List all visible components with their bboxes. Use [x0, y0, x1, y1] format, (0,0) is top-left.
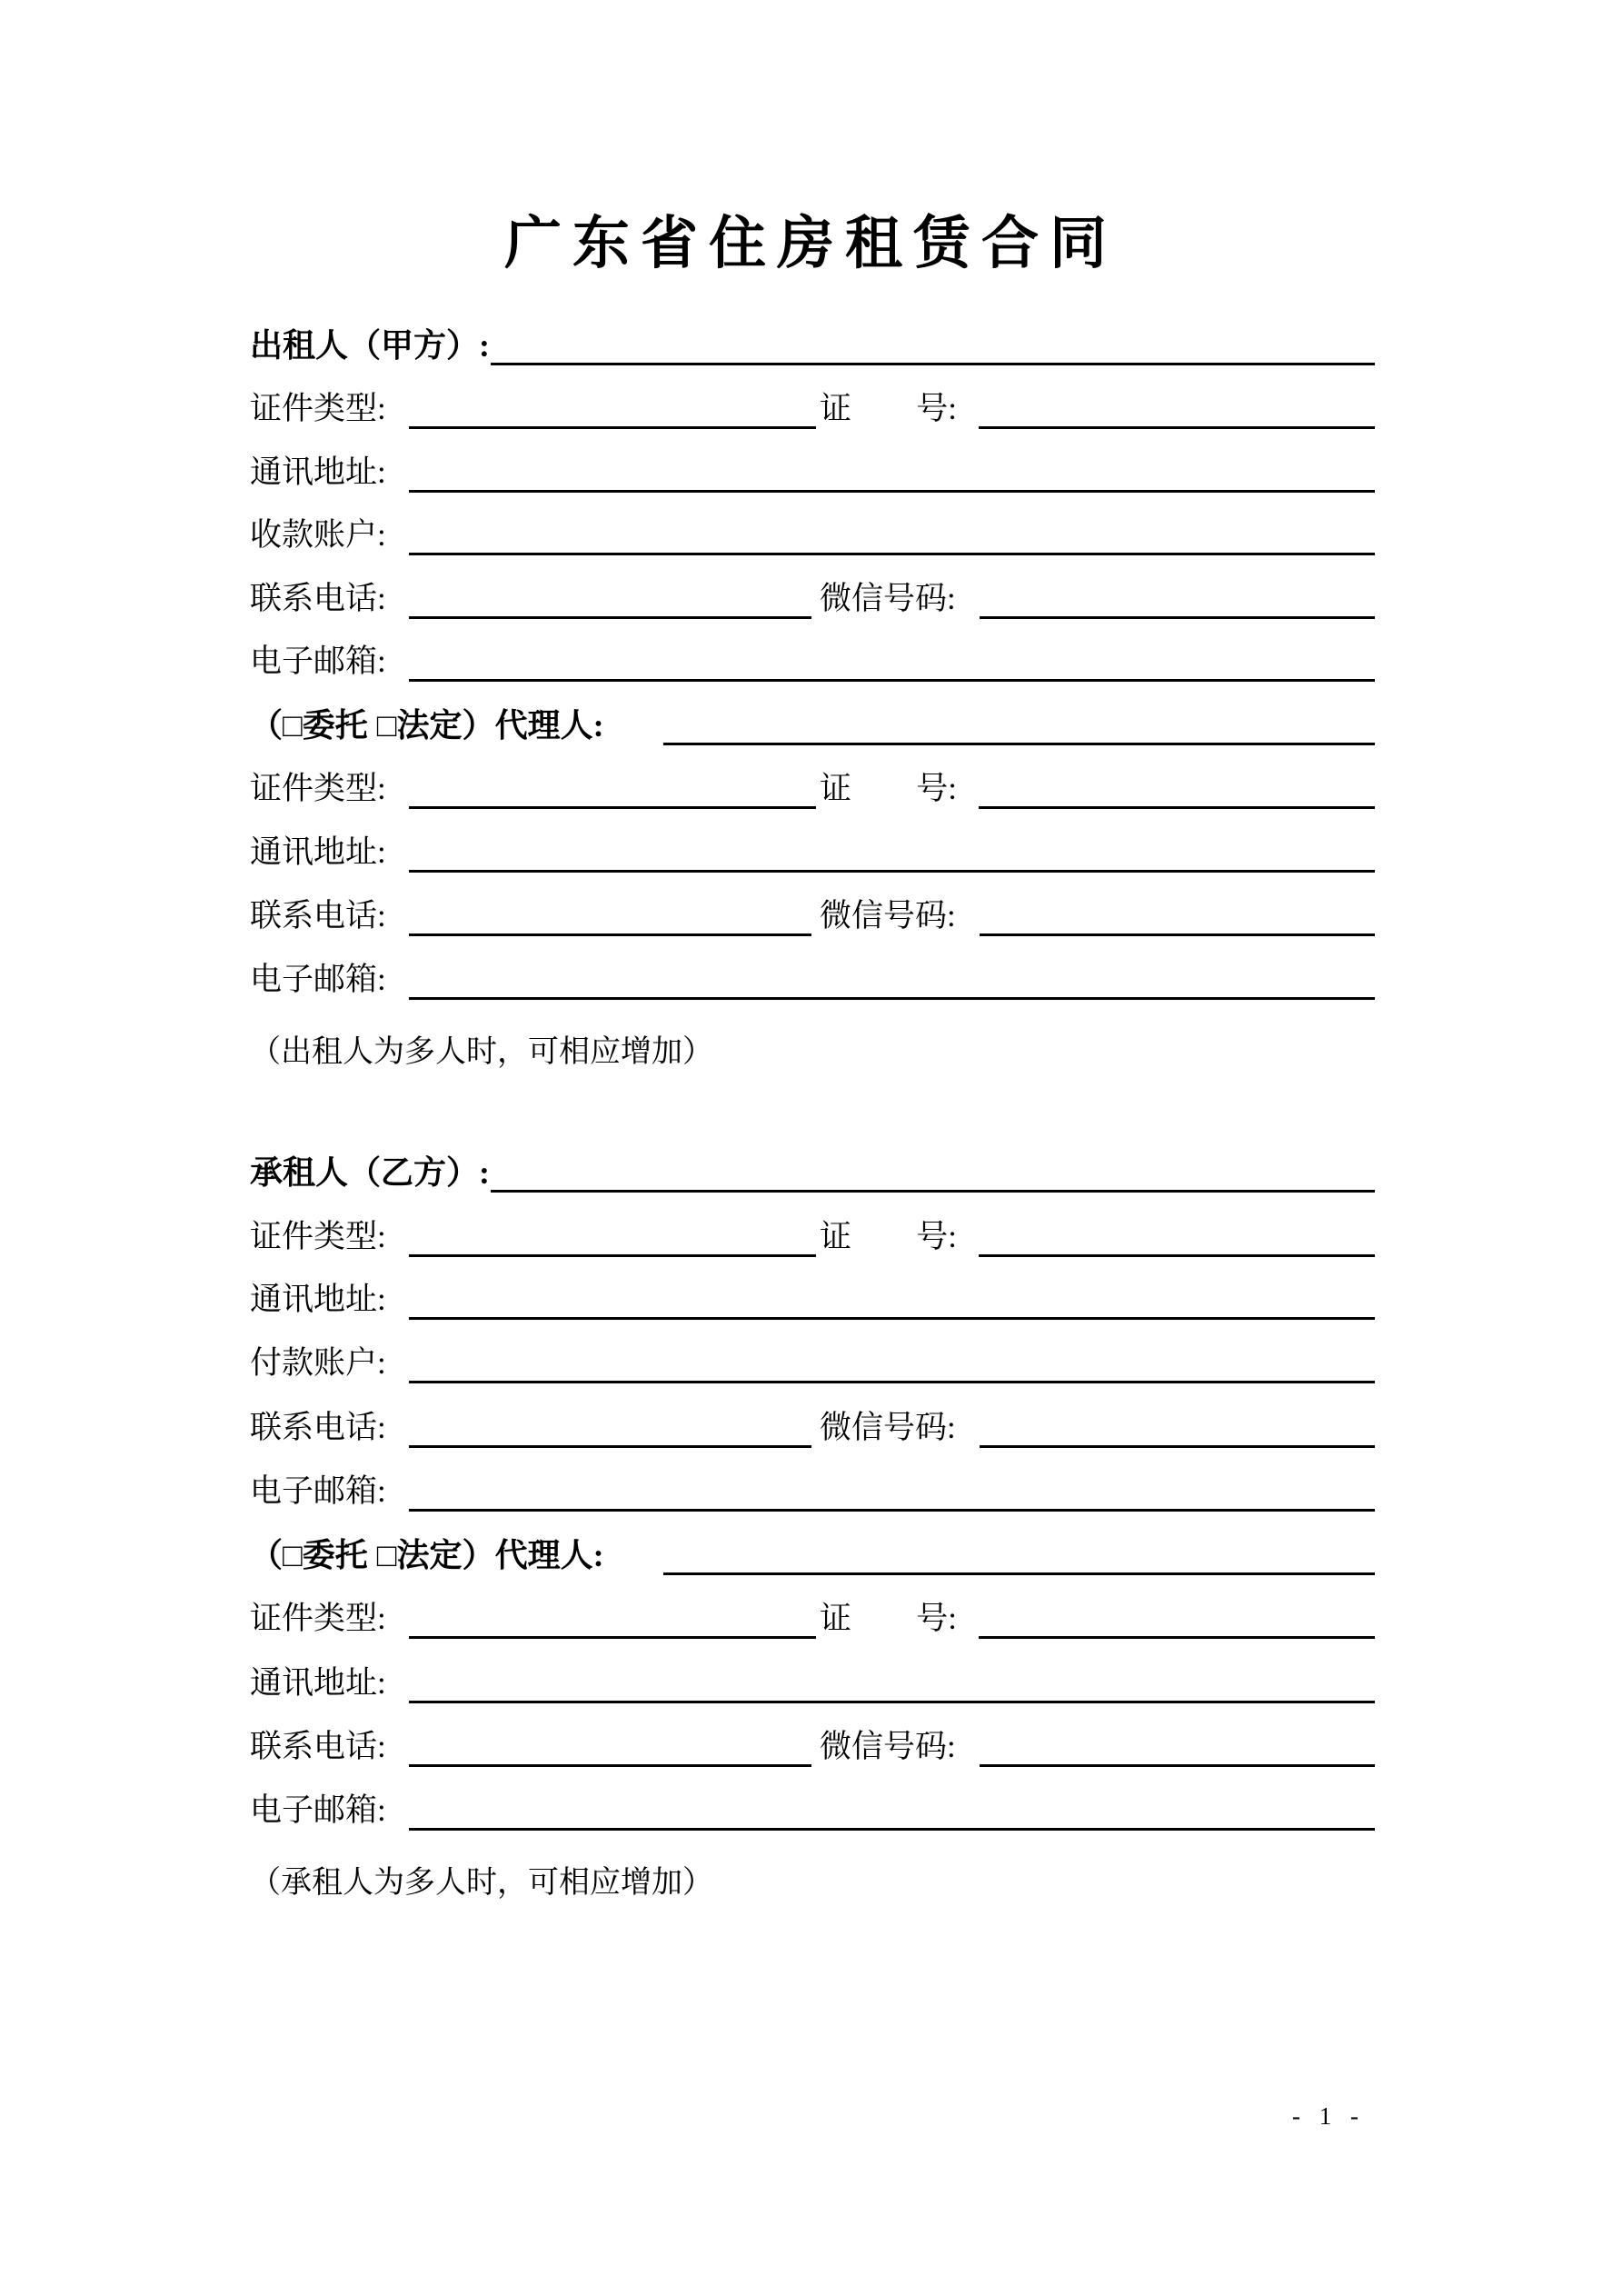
party-a-address-row	[250, 453, 1375, 493]
party-a-agent-row	[250, 705, 1375, 745]
party-a-phone-field[interactable]	[409, 579, 811, 619]
agent-label	[250, 1535, 663, 1575]
party-b-agent-id-type-field[interactable]	[409, 1599, 816, 1639]
party-b-agent-phone-field[interactable]	[409, 1727, 811, 1767]
id-number-label	[816, 769, 979, 809]
party-b-agent-address-row	[250, 1663, 1375, 1703]
party-b-payment-account-field[interactable]	[409, 1343, 1375, 1383]
phone-label: 联系电话:	[250, 1410, 386, 1445]
party-b-agent-email-row	[250, 1791, 1375, 1831]
id-type-label: 证件类型:	[250, 1601, 386, 1636]
party-b-id-row	[250, 1217, 1375, 1257]
party-a-id-row	[250, 389, 1375, 429]
party-b-phone-row	[250, 1408, 1375, 1448]
id-number-label	[816, 1217, 979, 1257]
party-b-account-row	[250, 1343, 1375, 1383]
party-a-wechat-field[interactable]	[980, 579, 1375, 619]
id-number-label	[816, 1599, 979, 1639]
party-a-agent-address-field[interactable]	[409, 833, 1375, 873]
party-a-phone-row	[250, 579, 1375, 619]
party-b-name-field[interactable]	[491, 1153, 1375, 1193]
party-a-agent-id-number-field[interactable]	[979, 769, 1375, 809]
party-b-agent-phone-row	[250, 1727, 1375, 1767]
party-b-agent-name-field[interactable]	[663, 1535, 1375, 1575]
id-number-label-right: 号:	[916, 1219, 957, 1254]
id-type-label: 证件类型:	[250, 1219, 386, 1254]
legal-label: 法定	[396, 1537, 463, 1573]
page-number: - 1 -	[1292, 2102, 1365, 2130]
party-b-agent-address-field[interactable]	[409, 1663, 1375, 1703]
party-a-agent-phone-row	[250, 896, 1375, 936]
entrust-checkbox-icon[interactable]: □	[283, 1537, 303, 1573]
receiving-account-label: 收款账户:	[250, 517, 386, 553]
party-a-agent-id-row	[250, 769, 1375, 809]
party-a-email-row	[250, 642, 1375, 682]
party-b-agent-id-number-field[interactable]	[979, 1599, 1375, 1639]
address-label: 通讯地址:	[250, 454, 386, 490]
id-number-label-right: 号:	[916, 771, 957, 806]
party-a-id-number-field[interactable]	[979, 389, 1375, 429]
id-number-label-left: 证	[820, 391, 852, 426]
legal-checkbox-icon[interactable]: □	[376, 1537, 397, 1573]
party-b-email-field[interactable]	[409, 1472, 1375, 1512]
payment-account-label: 付款账户:	[250, 1345, 386, 1381]
legal-checkbox-icon[interactable]: □	[376, 707, 397, 744]
party-a-name-field[interactable]	[491, 325, 1375, 365]
document-title: 广东省住房租赁合同	[504, 212, 1118, 275]
party-a-receiving-account-field[interactable]	[409, 515, 1375, 555]
party-b-agent-id-row	[250, 1599, 1375, 1639]
party-b-agent-wechat-field[interactable]	[980, 1727, 1375, 1767]
party-b-address-field[interactable]	[409, 1280, 1375, 1320]
party-b-wechat-field[interactable]	[980, 1408, 1375, 1448]
id-number-label-right: 号:	[916, 391, 957, 426]
party-a-address-field[interactable]	[409, 453, 1375, 493]
party-a-heading-label: 出租人（甲方）:	[250, 327, 490, 364]
party-b-note: （承租人为多人时，可相应增加）	[250, 1866, 713, 1900]
party-a-agent-email-field[interactable]	[409, 960, 1375, 1000]
email-label: 电子邮箱:	[250, 962, 386, 997]
email-label: 电子邮箱:	[250, 644, 386, 679]
id-number-label	[816, 389, 979, 429]
email-label: 电子邮箱:	[250, 1473, 386, 1509]
phone-label: 联系电话:	[250, 581, 386, 616]
address-label: 通讯地址:	[250, 834, 386, 870]
agent-open-paren: （	[250, 707, 284, 744]
party-b-phone-field[interactable]	[409, 1408, 811, 1448]
party-a-account-row	[250, 515, 1375, 555]
id-type-label: 证件类型:	[250, 771, 386, 806]
party-a-agent-email-row	[250, 960, 1375, 1000]
address-label: 通讯地址:	[250, 1665, 386, 1701]
party-a-id-type-field[interactable]	[409, 389, 816, 429]
phone-label: 联系电话:	[250, 1729, 386, 1764]
address-label: 通讯地址:	[250, 1282, 386, 1317]
party-b-email-row	[250, 1472, 1375, 1512]
party-b-agent-email-field[interactable]	[409, 1791, 1375, 1831]
wechat-label: 微信号码:	[820, 1729, 956, 1764]
id-number-label-left: 证	[820, 1219, 852, 1254]
party-a-agent-address-row	[250, 833, 1375, 873]
party-a-agent-wechat-field[interactable]	[980, 896, 1375, 936]
party-a-agent-id-type-field[interactable]	[409, 769, 816, 809]
party-b-heading-label: 承租人（乙方）:	[250, 1154, 490, 1191]
party-a-agent-name-field[interactable]	[663, 705, 1375, 745]
party-a-email-field[interactable]	[409, 642, 1375, 682]
party-a-note: （出租人为多人时，可相应增加）	[250, 1035, 713, 1069]
email-label: 电子邮箱:	[250, 1792, 386, 1828]
wechat-label: 微信号码:	[820, 898, 956, 933]
legal-label: 法定	[396, 707, 463, 744]
entrust-checkbox-icon[interactable]: □	[283, 707, 303, 744]
wechat-label: 微信号码:	[820, 581, 956, 616]
party-b-id-type-field[interactable]	[409, 1217, 816, 1257]
agent-name-label: 代理人:	[494, 707, 604, 744]
agent-label	[250, 705, 663, 745]
party-a-heading-row	[250, 325, 1375, 365]
party-b-address-row	[250, 1280, 1375, 1320]
agent-open-paren: （	[250, 1537, 284, 1573]
id-number-label-left: 证	[820, 1601, 852, 1636]
agent-name-label: 代理人:	[494, 1537, 604, 1573]
party-b-agent-row	[250, 1535, 1375, 1575]
id-number-label-right: 号:	[916, 1601, 957, 1636]
party-b-heading-row	[250, 1153, 1375, 1193]
id-number-label-left: 证	[820, 771, 852, 806]
agent-close-paren: ）	[462, 707, 495, 744]
id-type-label: 证件类型:	[250, 391, 386, 426]
party-b-id-number-field[interactable]	[979, 1217, 1375, 1257]
entrust-label: 委托	[302, 707, 368, 744]
party-a-agent-phone-field[interactable]	[409, 896, 811, 936]
phone-label: 联系电话:	[250, 898, 386, 933]
entrust-label: 委托	[302, 1537, 368, 1573]
wechat-label: 微信号码:	[820, 1410, 956, 1445]
agent-close-paren: ）	[462, 1537, 495, 1573]
